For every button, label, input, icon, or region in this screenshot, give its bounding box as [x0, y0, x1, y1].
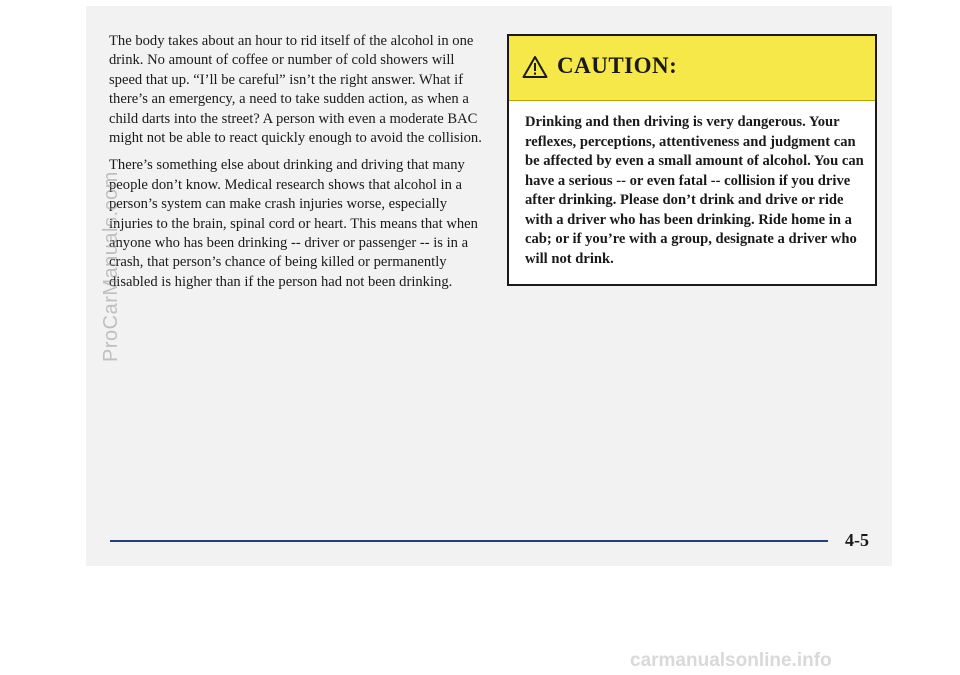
side-watermark-text: ProCarManuals.com: [100, 171, 122, 362]
warning-triangle-icon: [522, 55, 548, 79]
bottom-watermark: carmanualsonline.info: [630, 650, 832, 671]
caution-box: [507, 34, 877, 286]
body-paragraph-1: The body takes about an hour to rid itself of the alcohol in one drink. No amount of coffee or number of cold showers will speed that up. “I’ll be careful” isn’t the right answer. What if there’s an emergency, a need to take sudden action, as when a child darts into the street? A person with even a moderate BAC might not be able to react quickly enough to avoid the collision.: [109, 33, 482, 147]
page-number: 4-5: [845, 530, 869, 550]
caution-title: CAUTION:: [557, 53, 678, 78]
body-text-column: [109, 32, 489, 300]
footer-rule: [110, 540, 828, 542]
caution-body-text: Drinking and then driving is very dangerous. Your reflexes, perceptions, attentiveness and judgment can be affected by even a small amount of alcohol. You can have a serious -- or even fatal -- collision if you drive after drinking. Please don’t drink and drive or ride with a driver who has been drinking. Ride home in a cab; or if you’re with a group, designate a driver who will not drink.: [525, 114, 864, 267]
caution-header: [509, 36, 875, 101]
body-paragraph-2: There’s something else about drinking and driving that many people don’t know. Medical research shows that alcohol in a person’s system can make crash injuries worse, especially injuries to the brain, spinal cord or heart. This means that when anyone who has been drinking -- driver or passenger -- is in a crash, that person’s chance of being killed or permanently disabled is higher than if the person had not been drinking.: [109, 157, 478, 290]
